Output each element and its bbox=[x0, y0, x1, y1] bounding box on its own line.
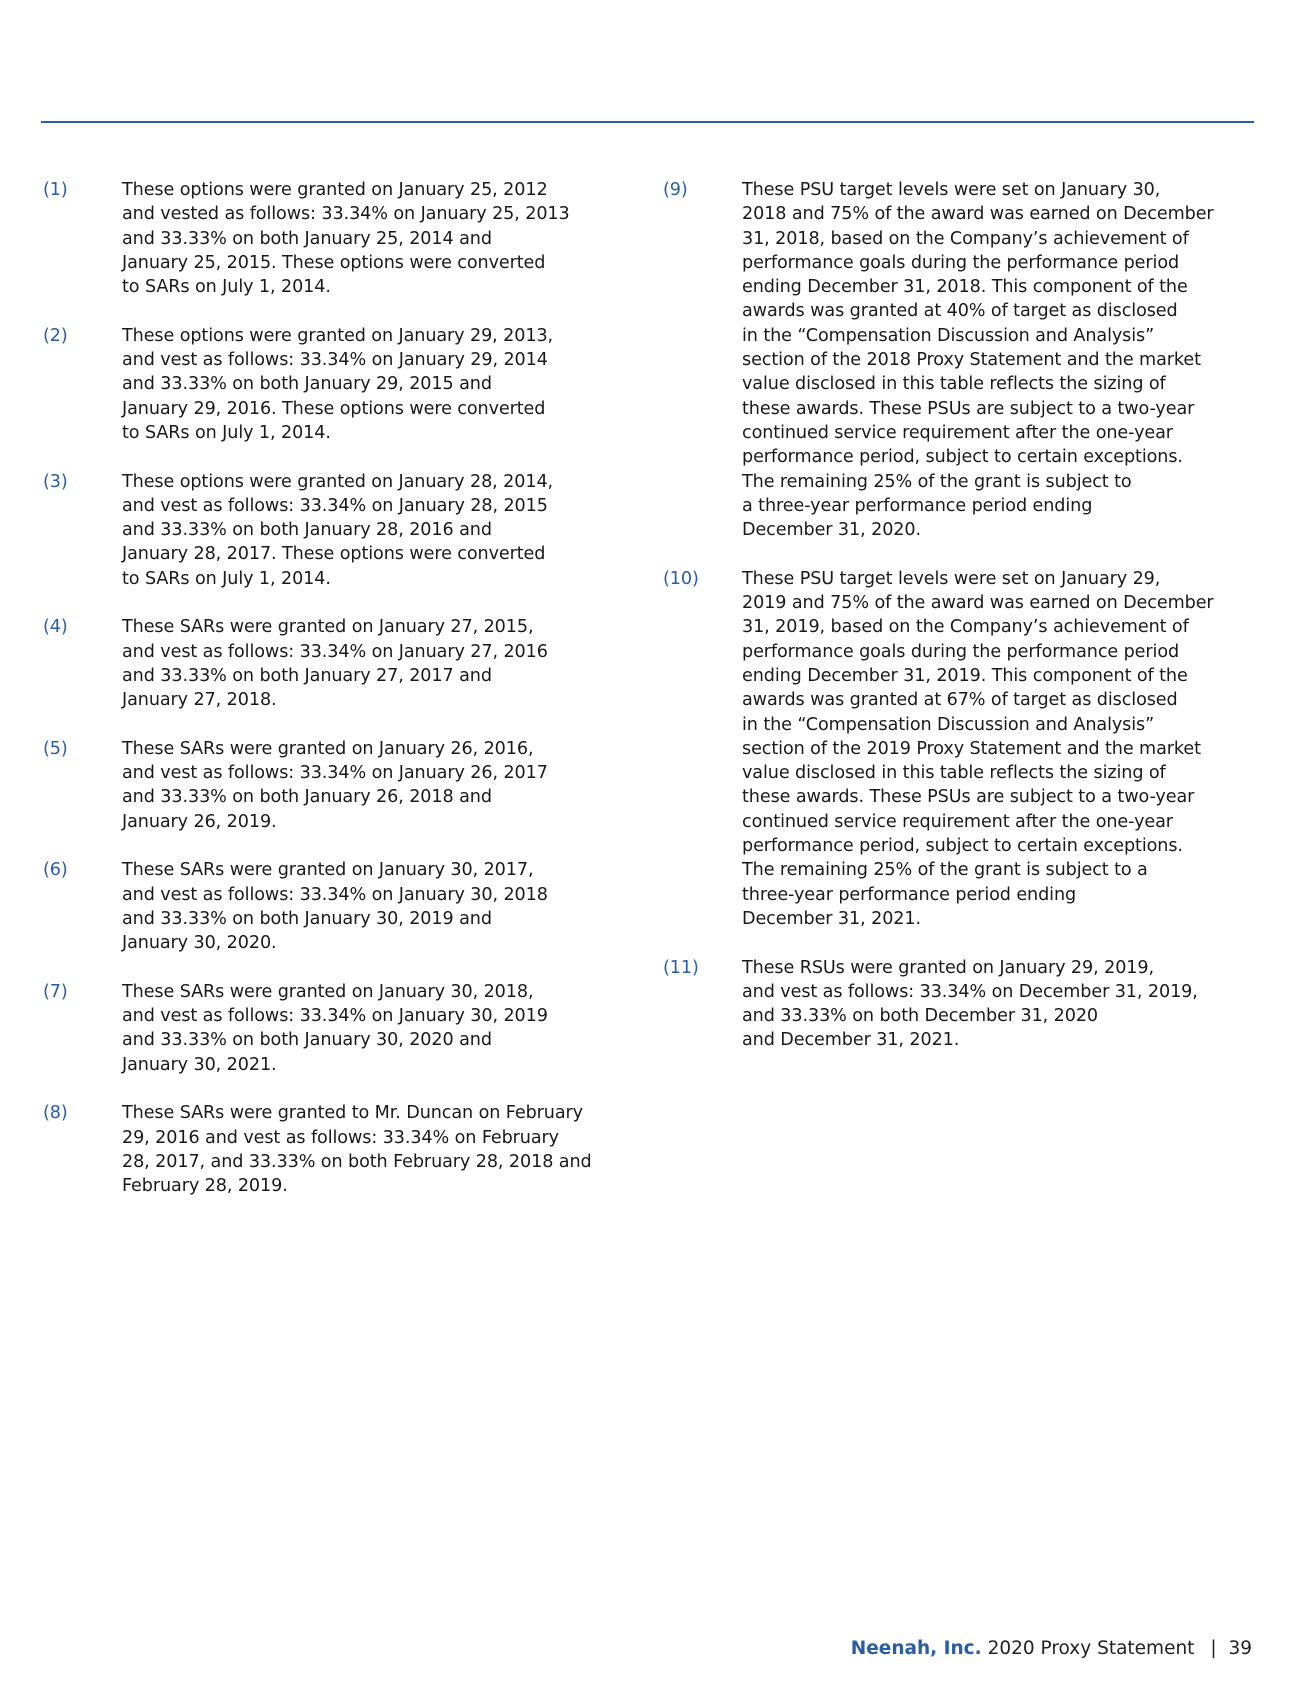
footnote bbox=[663, 178, 1263, 542]
footnote-text: These options were granted on January 29, 2013, and vest as follows: 33.34% on January 29, 2014 and 33.33% on both January 29, 2015 and January 29, 2016. These options were converted to SARs on July 1, 2014. bbox=[122, 325, 554, 443]
footnote-text: These PSU target levels were set on January 29, 2019 and 75% of the award was earned on December 31, 2019, based on the Company’s achievement of performance goals during the performance period ending December 31, 2019. This component of the awards was granted at 67% of target as disclosed in the “Compensation Discussion and Analysis” section of the 2019 Proxy Statement and the market value disclosed in this table reflects the sizing of these awards. These PSUs are subject to a two-year continued service requirement after the one-year performance period, subject to certain exceptions. The remaining 25% of the grant is subject to a three-year performance period ending December 31, 2021. bbox=[742, 568, 1214, 929]
footnotes-right-column bbox=[663, 178, 1263, 1077]
page-number: 39 bbox=[1228, 1638, 1252, 1659]
footnote bbox=[43, 615, 643, 712]
footnote bbox=[43, 1101, 643, 1198]
footnote bbox=[43, 737, 643, 834]
footnote-number: (3) bbox=[43, 471, 68, 492]
footnote-text: These SARs were granted on January 30, 2017, and vest as follows: 33.34% on January 30, 2018 and 33.33% on both January 30, 2019 and January 30, 2020. bbox=[122, 860, 548, 954]
footnote-text: These RSUs were granted on January 29, 2019, and vest as follows: 33.34% on December 31, 2019, and 33.33% on both December 31, 2020 and December 31, 2021. bbox=[742, 957, 1198, 1051]
document-title: 2020 Proxy Statement bbox=[987, 1638, 1195, 1659]
page-footer bbox=[851, 1638, 1252, 1659]
footnote-number: (6) bbox=[43, 860, 68, 881]
footnote-number: (2) bbox=[43, 325, 68, 346]
footnote-text: These SARs were granted on January 30, 2018, and vest as follows: 33.34% on January 30, 2019 and 33.33% on both January 30, 2020 and January 30, 2021. bbox=[122, 981, 548, 1075]
footnote bbox=[43, 980, 643, 1077]
header-rule bbox=[41, 121, 1254, 123]
footnote-text: These options were granted on January 28, 2014, and vest as follows: 33.34% on January 28, 2015 and 33.33% on both January 28, 2016 and January 28, 2017. These options were converted to SARs on July 1, 2014. bbox=[122, 471, 554, 589]
footnote bbox=[43, 858, 643, 955]
footnote-number: (7) bbox=[43, 981, 68, 1002]
footnote-number: (10) bbox=[663, 568, 699, 589]
footnote-number: (4) bbox=[43, 617, 68, 638]
footnote bbox=[43, 470, 643, 591]
footnote-number: (1) bbox=[43, 180, 68, 200]
footnote-text: These options were granted on January 25, 2012 and vested as follows: 33.34% on January 25, 2013 and 33.33% on both January 25, 2014 and January 25, 2015. These options were converted to SARs on July 1, 2014. bbox=[122, 180, 570, 298]
footnote-number: (11) bbox=[663, 957, 699, 978]
footnote-number: (8) bbox=[43, 1103, 68, 1124]
footnote-number: (5) bbox=[43, 738, 68, 759]
footer-separator: | bbox=[1210, 1638, 1217, 1659]
company-name: Neenah, Inc. bbox=[850, 1638, 982, 1659]
footnote bbox=[43, 324, 643, 445]
footnote-text: These PSU target levels were set on January 30, 2018 and 75% of the award was earned on December 31, 2018, based on the Company’s achievement of performance goals during the performance period ending December 31, 2018. This component of the awards was granted at 40% of target as disclosed in the “Compensation Discussion and Analysis” section of the 2018 Proxy Statement and the market value disclosed in this table reflects the sizing of these awards. These PSUs are subject to a two-year continued service requirement after the one-year performance period, subject to certain exceptions. The remaining 25% of the grant is subject to a three-year performance period ending December 31, 2020. bbox=[742, 180, 1214, 541]
footnote-text: These SARs were granted on January 26, 2016, and vest as follows: 33.34% on January 26, 2017 and 33.33% on both January 26, 2018 and January 26, 2019. bbox=[122, 738, 548, 832]
footnote bbox=[663, 956, 1263, 1053]
footnote-text: These SARs were granted to Mr. Duncan on February 29, 2016 and vest as follows: 33.34% on February 28, 2017, and 33.33% on both February 28, 2018 and February 28, 2019. bbox=[122, 1103, 592, 1197]
footnote-number: (9) bbox=[663, 180, 688, 200]
footnote-text: These SARs were granted on January 27, 2015, and vest as follows: 33.34% on January 27, 2016 and 33.33% on both January 27, 2017 and January 27, 2018. bbox=[122, 617, 548, 711]
footnote bbox=[663, 567, 1263, 931]
footnotes-left-column bbox=[43, 178, 643, 1223]
footnote bbox=[43, 178, 643, 299]
